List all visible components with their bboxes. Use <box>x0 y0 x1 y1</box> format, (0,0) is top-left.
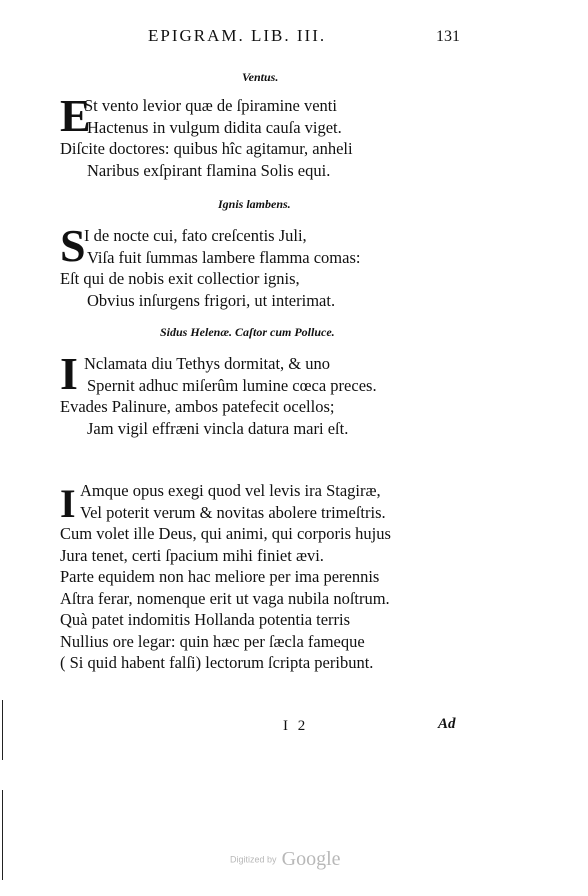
verse-line: Jam vigil effræni vincla datura mari eſt. <box>87 418 349 438</box>
verse-line: Spernit adhuc miſerûm lumine cœca preces. <box>87 375 377 395</box>
poem-ventus <box>60 90 460 181</box>
poem-title-sidus-helenae: Sidus Helenæ. Caſtor cum Polluce. <box>160 325 335 339</box>
verse-line: Amque opus exegi quod vel levis ira Stagiræ, <box>80 481 381 500</box>
verse-line: Nullius ore legar: quin hæc per ſæcla fameque <box>60 631 365 651</box>
watermark-prefix: Digitized by <box>230 854 277 865</box>
poem-title-ignis-lambens: Ignis lambens. <box>218 197 291 211</box>
dropcap: E <box>60 90 91 141</box>
verse-line: Jura tenet, certi ſpacium mihi finiet ævi. <box>60 545 324 565</box>
verse-line: Diſcite doctores: quibus hîc agitamur, anheli <box>60 139 353 158</box>
verse-line: Obvius inſurgens frigori, ut interimat. <box>87 290 336 310</box>
verse-line: St vento levior quæ de ſpiramine venti <box>84 96 337 115</box>
verse-line: Quà patet indomitis Hollanda potentia terris <box>60 610 351 629</box>
watermark-brand: Google <box>281 848 341 870</box>
verse-line: I de nocte cui, fato creſcentis Juli, <box>84 226 307 245</box>
running-title: EPIGRAM. LIB. III. <box>148 26 327 45</box>
verse-line: Nclamata diu Tethys dormitat, & uno <box>84 354 330 373</box>
catchword: Ad <box>438 716 456 732</box>
poem-epilogue <box>60 480 460 674</box>
signature-mark: I 2 <box>283 718 309 734</box>
verse-line: Viſa fuit ſummas lambere flamma comas: <box>87 247 361 267</box>
verse-line: Vel poterit verum & novitas abolere trimeſtris. <box>80 502 386 522</box>
page-number: 131 <box>436 28 460 45</box>
verse-line: Cum volet ille Deus, qui animi, qui corporis hujus <box>60 524 391 543</box>
poem-sidus-helenae <box>60 348 460 439</box>
verse-line: ( Si quid habent falſi) lectorum ſcripta peribunt. <box>60 653 374 672</box>
verse-line: Naribus exſpirant flamina Solis equi. <box>87 160 331 180</box>
verse-line: Parte equidem non hac meliore per ima perennis <box>60 567 380 586</box>
poem-title-ventus: Ventus. <box>242 70 279 84</box>
poem-ignis-lambens <box>60 220 460 311</box>
dropcap: I <box>60 348 78 399</box>
dropcap: S <box>60 220 86 271</box>
verse-line: Eſt qui de nobis exit collectior ignis, <box>60 269 300 288</box>
verse-line: Hactenus in vulgum didita cauſa viget. <box>87 117 342 137</box>
dropcap: I <box>60 481 76 526</box>
scan-edge-mark <box>2 790 3 880</box>
scan-edge-mark <box>2 700 3 760</box>
verse-line: Evades Palinure, ambos patefecit ocellos; <box>60 397 335 416</box>
verse-line: Aſtra ferar, nomenque erit ut vaga nubila noſtrum. <box>60 588 390 608</box>
digitized-watermark <box>230 848 341 871</box>
